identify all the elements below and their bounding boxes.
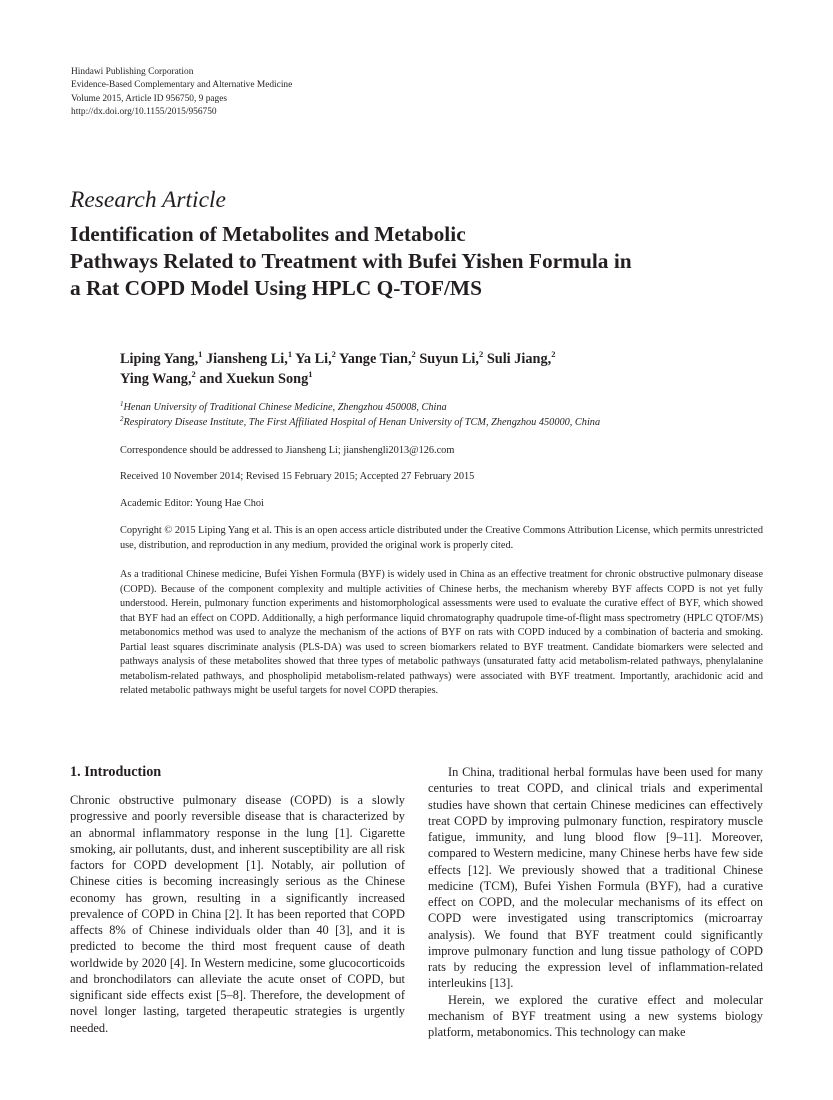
paragraph: In China, traditional herbal formulas have been used for many centuries to treat COPD, and clinical trials and experimental studies have shown that certain Chinese medicines can effectively treat COPD by improving pulmonary function, respiratory muscle fatigue, immunity, and lung blood flow [9–11]. Moreover, compared to Western medicine, many Chinese herbs have few side effects [12]. We previously showed that a traditional Chinese medicine (TCM), Bufei Yishen Formula (BYF), had a curative effect on COPD, and the molecular mechanisms of its effect on COPD were investigated using transcriptomics (microarray analysis). We found that BYF treatment could significantly improve pulmonary function and lung tissue pathology of COPD rats by reducing the expression level of inflammation-related interleukins [13]. xyxy=(428,765,763,991)
affiliation-marker: 2 xyxy=(551,349,556,359)
title-line: Pathways Related to Treatment with Bufei Yishen Formula in xyxy=(70,249,632,273)
author-list xyxy=(120,349,555,389)
affiliation-number: 2 xyxy=(120,415,124,423)
author-name: Yange Tian, xyxy=(338,351,412,367)
affiliation-marker: 2 xyxy=(191,369,196,379)
affiliation-marker: 2 xyxy=(411,349,416,359)
body-column-left xyxy=(70,792,405,1036)
paragraph: Chronic obstructive pulmonary disease (COPD) is a slowly progressive and poorly reversible disease that is characterized by an abnormal inflammatory response in the lung [1]. Cigarette smoking, air pollutants, dust, and inherent susceptibility are all risk factors for COPD development [1]. Notably, air pollution of Chinese cities is becoming increasingly serious as the Chinese economy has grown, resulting in a significantly increased prevalence of COPD in China [2]. It has been reported that COPD affects 8% of Chinese individuals older than 40 [3], and it is predicted to become the third most frequent cause of death worldwide by 2020 [4]. In Western medicine, some glucocorticoids and bronchodilators can alleviate the acute onset of COPD, but significant side effects exist [5–8]. Therefore, the development of novel longer lasting, targeted therapeutic strategies is urgently needed. xyxy=(70,793,405,1035)
article-dates: Received 10 November 2014; Revised 15 February 2015; Accepted 27 February 2015 xyxy=(120,471,475,482)
journal-name: Evidence-Based Complementary and Alternative Medicine xyxy=(71,80,293,91)
affiliation-text: Respiratory Disease Institute, The First Affiliated Hospital of Henan University of TCM, Zhengzhou 450000, China xyxy=(123,417,601,428)
affiliation-marker: 1 xyxy=(198,349,203,359)
author-name: Suli Jiang, xyxy=(486,351,552,367)
publisher-name: Hindawi Publishing Corporation xyxy=(71,67,194,77)
author-name: Ying Wang, xyxy=(120,371,192,387)
affiliation-marker: 1 xyxy=(308,369,313,379)
affiliation xyxy=(120,400,600,415)
correspondence: Correspondence should be addressed to Jiansheng Li; jianshengli2013@126.com xyxy=(120,445,455,456)
doi-link[interactable]: http://dx.doi.org/10.1155/2015/956750 xyxy=(71,107,217,118)
article-title xyxy=(70,221,632,302)
journal-header xyxy=(71,66,292,120)
author-line xyxy=(120,349,555,369)
body-column-right xyxy=(428,764,763,1041)
section-heading: 1. Introduction xyxy=(70,764,162,780)
title-line: Identification of Metabolites and Metabolic xyxy=(70,222,466,246)
affiliations xyxy=(120,400,600,430)
author-name: Jiansheng Li, xyxy=(205,351,288,367)
paragraph: Herein, we explored the curative effect and molecular mechanism of BYF treatment using a new systems biology platform, metabonomics. This technology can make xyxy=(428,992,763,1040)
affiliation-text: Henan University of Traditional Chinese Medicine, Zhengzhou 450008, China xyxy=(123,402,447,413)
affiliation-marker: 2 xyxy=(331,349,336,359)
affiliation-marker: 1 xyxy=(287,349,293,359)
copyright-notice: Copyright © 2015 Liping Yang et al. This is an open access article distributed under the Creative Commons Attribution License, which permits unrestricted use, distribution, and reproduction in any medium, provided the original work is properly cited. xyxy=(120,525,763,551)
affiliation xyxy=(120,415,600,430)
author-name: Ya Li, xyxy=(295,351,332,367)
affiliation-marker: 2 xyxy=(478,349,484,359)
article-type: Research Article xyxy=(70,187,226,213)
author-line xyxy=(120,369,555,389)
author-name: Suyun Li, xyxy=(419,351,479,367)
author-name: and Xuekun Song xyxy=(199,371,309,387)
author-name: Liping Yang, xyxy=(120,351,199,367)
affiliation-number: 1 xyxy=(120,400,124,408)
abstract: As a traditional Chinese medicine, Bufei Yishen Formula (BYF) is widely used in China as an effective treatment for chronic obstructive pulmonary disease (COPD). Because of the component complexity and multiple activities of Chinese herbs, the mechanism whereby BYF affects COPD is not yet fully understood. Herein, pulmonary function experiments and histomorphological assessments were used to evaluate the curative effect of BYF, which showed that BYF had an effect on COPD. Additionally, a high performance liquid chromatography quadrupole time-of-flight mass spectrometry (HPLC QTOF/MS) metabonomics method was used to analyze the mechanism of the actions of BYF on rats with COPD induced by a combination of bacteria and smoking. Partial least squares discriminate analysis (PLS-DA) was used to screen biomarkers related to BYF treatment. Candidate biomarkers were selected and pathways analysis of these metabolites showed that three types of metabolic pathways (unsaturated fatty acid metabolism-related pathways, phenylalanine metabolism-related pathways, and phospholipid metabolism-related pathways) were associated with BYF treatment. Importantly, arachidonic acid and related metabolic pathways might be useful targets for novel COPD therapies. xyxy=(120,569,763,697)
volume-info: Volume 2015, Article ID 956750, 9 pages xyxy=(71,93,228,104)
title-line: a Rat COPD Model Using HPLC Q-TOF/MS xyxy=(70,276,482,300)
academic-editor: Academic Editor: Young Hae Choi xyxy=(120,498,264,509)
